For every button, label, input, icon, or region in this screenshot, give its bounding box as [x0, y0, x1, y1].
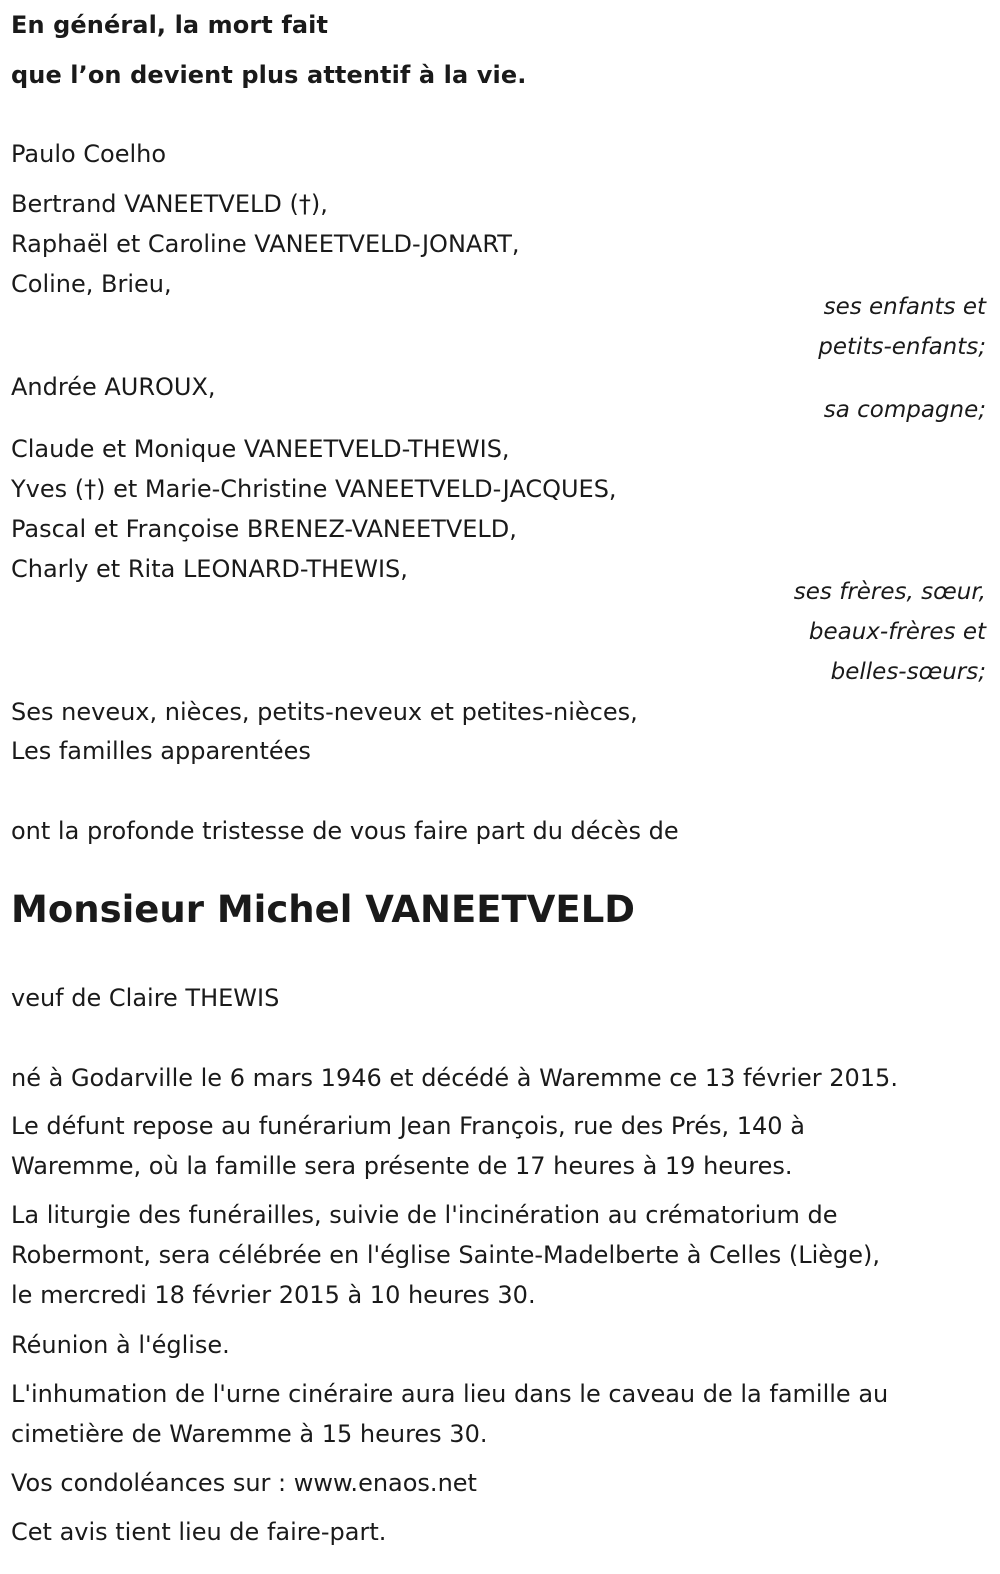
sibling-name-1: Claude et Monique VANEETVELD-THEWIS,	[11, 435, 510, 463]
paragraph-line: Vos condoléances sur : www.enaos.net	[11, 1469, 477, 1497]
deceased-name: Monsieur Michel VANEETVELD	[11, 888, 635, 931]
quote-author: Paulo Coelho	[11, 140, 167, 168]
paragraph-line: Robermont, sera célébrée en l'église Sainte-Madelberte à Celles (Liège),	[11, 1241, 881, 1269]
sibling-relation-1: ses frères, sœur,	[793, 579, 986, 605]
children-relation-1: ses enfants et	[823, 294, 986, 320]
paragraph-line: La liturgie des funérailles, suivie de l'incinération au crématorium de	[11, 1201, 838, 1229]
children-name-3: Coline, Brieu,	[11, 270, 172, 298]
others-line-2: Les familles apparentées	[11, 737, 311, 765]
quote-line-1: En général, la mort fait	[11, 11, 329, 39]
quote-line-2: que l’on devient plus attentif à la vie.	[11, 61, 527, 89]
sibling-name-3: Pascal et Françoise BRENEZ-VANEETVELD,	[11, 515, 517, 543]
paragraph-line: L'inhumation de l'urne cinéraire aura lieu dans le caveau de la famille au	[11, 1380, 889, 1408]
children-name-2: Raphaël et Caroline VANEETVELD-JONART,	[11, 230, 520, 258]
companion-relation: sa compagne;	[823, 397, 986, 423]
announcement: ont la profonde tristesse de vous faire part du décès de	[11, 817, 679, 845]
children-name-1: Bertrand VANEETVELD (†),	[11, 190, 328, 218]
notice-paragraph	[11, 1512, 986, 1552]
funeral-home-paragraph	[11, 1106, 986, 1186]
paragraph-line: cimetière de Waremme à 15 heures 30.	[11, 1420, 488, 1448]
children-relation-2: petits-enfants;	[818, 334, 986, 360]
condolences-paragraph	[11, 1463, 986, 1503]
paragraph-line: Cet avis tient lieu de faire-part.	[11, 1518, 387, 1546]
meeting-paragraph	[11, 1325, 986, 1365]
sibling-relation-3: belles-sœurs;	[830, 659, 986, 685]
paragraph-line: Réunion à l'église.	[11, 1331, 230, 1359]
paragraph-line: né à Godarville le 6 mars 1946 et décédé à Waremme ce 13 février 2015.	[11, 1064, 898, 1092]
birth-death-paragraph	[11, 1058, 986, 1098]
paragraph-line: Le défunt repose au funérarium Jean François, rue des Prés, 140 à	[11, 1112, 805, 1140]
sibling-name-4: Charly et Rita LEONARD-THEWIS,	[11, 555, 408, 583]
burial-paragraph	[11, 1374, 986, 1454]
paragraph-line: Waremme, où la famille sera présente de 17 heures à 19 heures.	[11, 1152, 793, 1180]
paragraph-line: le mercredi 18 février 2015 à 10 heures 30.	[11, 1281, 536, 1309]
companion-name: Andrée AUROUX,	[11, 373, 216, 401]
liturgy-paragraph	[11, 1195, 986, 1315]
others-line-1: Ses neveux, nièces, petits-neveux et petites-nièces,	[11, 698, 638, 726]
widower-line: veuf de Claire THEWIS	[11, 984, 280, 1012]
sibling-relation-2: beaux-frères et	[808, 619, 986, 645]
sibling-name-2: Yves (†) et Marie-Christine VANEETVELD-JACQUES,	[11, 475, 617, 503]
